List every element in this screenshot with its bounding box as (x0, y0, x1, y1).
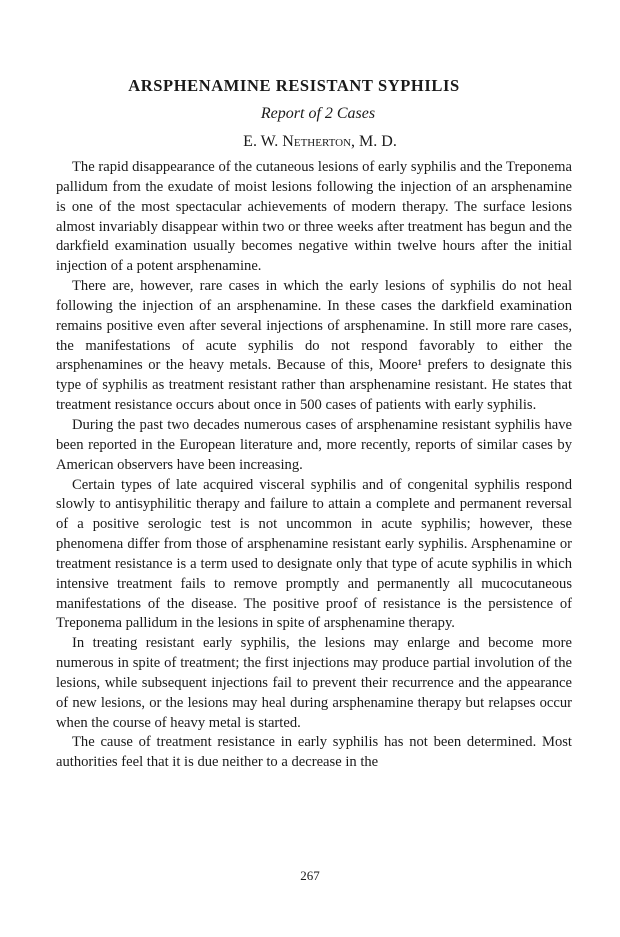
paragraph-2: There are, however, rare cases in which the early lesions of syphilis do not heal following the injection of an arsphenamine. In these cases the darkfield examination remains positive even after several injections of arsphenamine. In still more rare cases, the manifestations of acute syphilis do not respond favorably to either the arsphenamines or the heavy metals. Because of this, Moore¹ prefers to designate this type of syphilis as treatment resistant rather than arsphenamine resistant. He states that treatment resistance occurs about once in 500 cases of patients with early syphilis. (56, 278, 572, 414)
author-degree: , M. D. (351, 133, 397, 150)
paragraph-5: In treating resistant early syphilis, the lesions may enlarge and become more numerous in spite of treatment; the first injections may produce partial involution of the lesions, while subsequent injections fail to prevent their recurrence and the appearance of new lesions, or the lesions may heal during arsphenamine therapy but relapses occur when the course of heavy metal is started. (56, 635, 572, 731)
article-subtitle: Report of 2 Cases (260, 105, 376, 122)
author-initials: E. W. (243, 133, 279, 150)
author-line (10, 133, 620, 151)
paragraph-3: During the past two decades numerous cases of arsphenamine resistant syphilis have been reported in the European literature and, more recently, reports of similar cases by American observers have been increasing. (56, 416, 572, 473)
paragraph-6: The cause of treatment resistance in early syphilis has not been determined. Most authorities feel that it is due neither to a decrease in the (56, 734, 572, 771)
page-number: 267 (300, 868, 320, 883)
paragraph-1: The rapid disappearance of the cutaneous lesions of early syphilis and the Treponema pallidum from the exudate of moist lesions following the injection of an arsphenamine is one of the most spectacular achievements of modern therapy. The surface lesions almost invariably disappear within two or three weeks after treatment has begun and the darkfield examination usually becomes negative within twelve hours after the initial injection of a potent arsphenamine. (56, 159, 572, 275)
article-title: ARSPHENAMINE RESISTANT SYPHILIS (128, 76, 460, 95)
article-body (56, 158, 572, 773)
paragraph-4: Certain types of late acquired visceral syphilis and of congenital syphilis respond slowly to antisyphilitic therapy and failure to attain a complete and permanent reversal of a positive serologic test is not uncommon in acute syphilis; however, these phenomena differ from those of arsphenamine resistant early syphilis. Arsphenamine or treatment resistance is a term used to designate only that type of acute syphilis in which intensive treatment fails to remove promptly and permanently all mucocutaneous manifestations of the disease. The positive proof of resistance is the persistence of Treponema pallidum in the lesions in spite of arsphenamine therapy. (56, 476, 572, 632)
author-surname: Netherton (282, 133, 352, 150)
